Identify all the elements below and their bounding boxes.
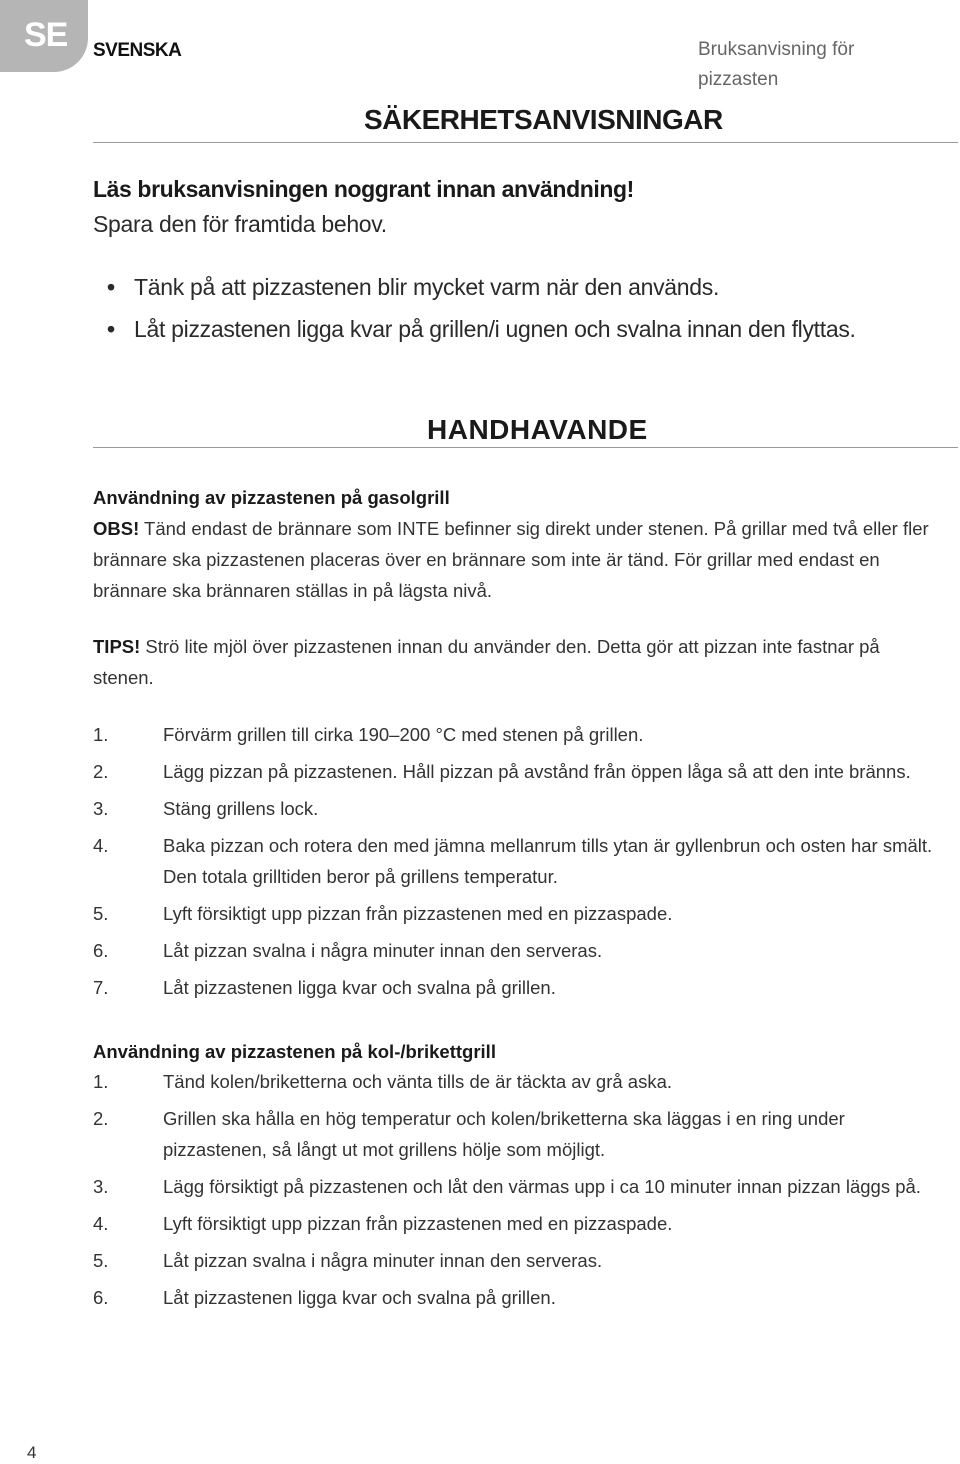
step-text: Grillen ska hålla en hög temperatur och kolen/briketterna ska läggas i en ring under pizzastenen, så långt ut mot grillens hölje som möjligt. (163, 1108, 845, 1160)
step-text: Låt pizzan svalna i några minuter innan den serveras. (163, 940, 603, 961)
step-number: 5. (93, 1250, 109, 1271)
bullet-item (107, 271, 856, 313)
step-item (93, 1282, 943, 1313)
bullet-text: Låt pizzastenen ligga kvar på grillen/i ugnen och svalna innan den flyttas. (134, 316, 856, 342)
step-item (93, 830, 943, 892)
step-item (93, 719, 943, 750)
bullet-item (107, 313, 856, 355)
bullet-icon: • (107, 274, 115, 300)
step-text: Tänd kolen/briketterna och vänta tills de är täckta av grå aska. (163, 1071, 673, 1092)
safety-heading: SÄKERHETSANVISNINGAR (364, 104, 723, 135)
step-number: 4. (93, 835, 109, 856)
step-number: 3. (93, 1176, 109, 1197)
safety-lead: Spara den för framtida behov. (93, 211, 387, 237)
step-text: Lyft försiktigt upp pizzan från pizzastenen med en pizzaspade. (163, 1213, 673, 1234)
divider (93, 447, 958, 448)
step-text: Lägg försiktigt på pizzastenen och låt den värmas upp i ca 10 minuter innan pizzan läggs på. (163, 1176, 921, 1197)
step-text: Låt pizzastenen ligga kvar och svalna på grillen. (163, 1287, 556, 1308)
step-text: Lägg pizzan på pizzastenen. Håll pizzan på avstånd från öppen låga så att den inte bränns. (163, 761, 911, 782)
step-item (93, 793, 943, 824)
bullet-text: Tänk på att pizzastenen blir mycket varm när den används. (134, 274, 720, 300)
obs-label: OBS! (93, 518, 140, 539)
step-number: 2. (93, 761, 109, 782)
safety-lead-bold: Läs bruksanvisningen noggrant innan användning! (93, 176, 634, 202)
step-text: Förvärm grillen till cirka 190–200 °C med stenen på grillen. (163, 724, 644, 745)
page-number: 4 (27, 1443, 37, 1462)
step-item (93, 1103, 943, 1165)
step-number: 3. (93, 798, 109, 819)
step-item (93, 898, 943, 929)
language-tab-label: SE (24, 16, 68, 54)
charcoal-steps-list (93, 1066, 943, 1319)
gas-steps-list (93, 719, 943, 1009)
step-number: 7. (93, 977, 109, 998)
charcoal-subheading: Användning av pizzastenen på kol-/brikettgrill (93, 1041, 496, 1062)
bullet-icon: • (107, 316, 115, 342)
step-item (93, 935, 943, 966)
gas-subheading: Användning av pizzastenen på gasolgrill (93, 487, 450, 508)
step-item (93, 972, 943, 1003)
step-number: 5. (93, 903, 109, 924)
tips-paragraph (93, 631, 943, 693)
step-number: 1. (93, 724, 109, 745)
step-number: 6. (93, 940, 109, 961)
step-text: Låt pizzastenen ligga kvar och svalna på grillen. (163, 977, 556, 998)
safety-bullet-list (107, 271, 856, 355)
step-item (93, 1066, 943, 1097)
step-number: 2. (93, 1108, 109, 1129)
divider (93, 142, 958, 143)
usage-heading: HANDHAVANDE (427, 414, 648, 445)
step-text: Baka pizzan och rotera den med jämna mellanrum tills ytan är gyllenbrun och osten har smält. Den totala grilltiden beror på grillens temperatur. (163, 835, 933, 887)
step-item (93, 1171, 943, 1202)
step-text: Stäng grillens lock. (163, 798, 319, 819)
tips-label: TIPS! (93, 636, 141, 657)
obs-text: Tänd endast de brännare som INTE befinner sig direkt under stenen. På grillar med två eller fler brännare ska pizzastenen placeras över en brännare som inte är tänd. För grillar med endast en brännare ska brännaren ställas in på lägsta nivå. (93, 518, 929, 601)
obs-paragraph (93, 513, 943, 606)
language-label: SVENSKA (93, 40, 182, 61)
step-text: Lyft försiktigt upp pizzan från pizzastenen med en pizzaspade. (163, 903, 673, 924)
language-tab (0, 0, 88, 72)
step-text: Låt pizzan svalna i några minuter innan den serveras. (163, 1250, 603, 1271)
step-number: 4. (93, 1213, 109, 1234)
step-number: 6. (93, 1287, 109, 1308)
step-item (93, 1208, 943, 1239)
document-title: Bruksanvisning för pizzasten (698, 39, 855, 90)
step-item (93, 1245, 943, 1276)
tips-text: Strö lite mjöl över pizzastenen innan du använder den. Detta gör att pizzan inte fastnar på stenen. (93, 636, 880, 688)
step-item (93, 756, 943, 787)
step-number: 1. (93, 1071, 109, 1092)
